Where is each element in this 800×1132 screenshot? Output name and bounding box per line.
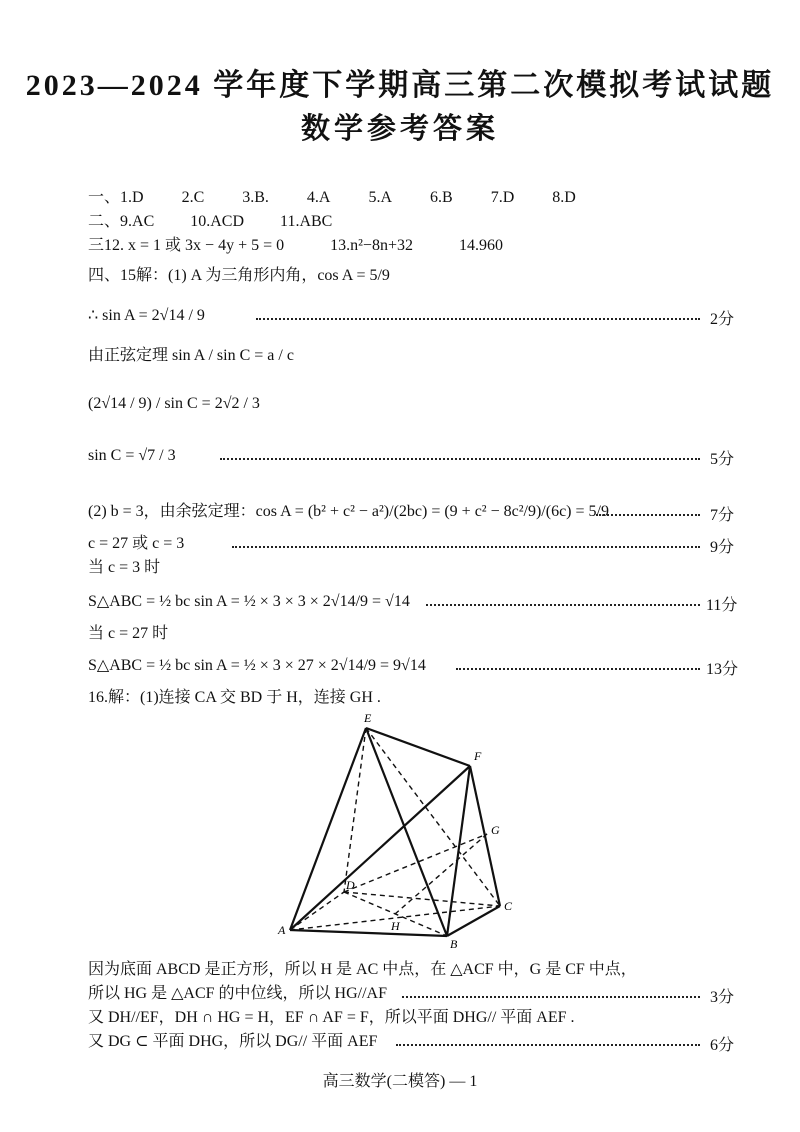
mc-answer: 4.A [306, 189, 331, 206]
score-mark: 2分 [710, 311, 735, 328]
q16-line-1: 16.解：(1)连接 CA 交 BD 于 H，连接 GH . [88, 689, 381, 706]
score-mark: 3分 [710, 989, 735, 1006]
ms-answers [88, 212, 368, 232]
figure-label: A [278, 923, 286, 937]
q15-line-11: S△ABC = ½ bc sin A = ½ × 3 × 27 × 2√14/9 = 9√14 [88, 657, 426, 674]
mc-answer: 6.B [430, 189, 453, 206]
mc-answer: 8.D [552, 189, 576, 206]
q16-line-5: 又 DG ⊂ 平面 DHG，所以 DG// 平面 AEF [88, 1033, 378, 1050]
score-mark: 9分 [710, 539, 735, 556]
exam-title: 2023—2024 学年度下学期高三第二次模拟考试试题 [25, 69, 775, 102]
dot-leader [220, 458, 700, 460]
q15-line-7: c = 27 或 c = 3 [88, 535, 185, 552]
ms-answer: 9.AC [120, 213, 155, 230]
dot-leader [402, 996, 700, 998]
mc-answer: 2.C [181, 189, 205, 206]
q16-line-3: 所以 HG 是 △ACF 的中位线，所以 HG//AF [88, 985, 387, 1002]
score-mark: 13分 [706, 661, 739, 678]
ms-prefix: 二、 [88, 213, 121, 230]
q15-line-10: 当 c = 27 时 [88, 625, 169, 642]
answer-key-subtitle: 数学参考答案 [300, 113, 499, 145]
score-mark: 11分 [706, 597, 738, 614]
q16-line-4: 又 DH//EF，DH ∩ HG = H，EF ∩ AF = F，所以平面 DHG// 平面 AEF . [88, 1009, 575, 1026]
ms-answer: 11.ABC [280, 213, 333, 230]
page-footer: 高三数学(二模答) — 1 [322, 1073, 478, 1090]
dot-leader [596, 514, 700, 516]
dot-leader [396, 1044, 700, 1046]
fb-answer: 13.n²−8n+32 [330, 237, 413, 254]
edge-dc [344, 892, 500, 906]
fb-answer: 12. x = 1 或 3x − 4y + 5 = 0 [104, 237, 285, 254]
edge-ef [366, 728, 470, 766]
q15-line-1: 四、15解：(1) A 为三角形内角，cos A = 5/9 [88, 267, 390, 284]
fb-answer: 14.960 [458, 237, 503, 254]
figure-label: C [504, 899, 513, 913]
mc-answer: 1.D [120, 189, 144, 206]
score-mark: 6分 [710, 1037, 735, 1054]
edge-eb [366, 728, 447, 936]
dot-leader [232, 546, 700, 548]
edge-ea [290, 728, 366, 930]
dot-leader [426, 604, 700, 606]
q15-line-9: S△ABC = ½ bc sin A = ½ × 3 × 3 × 2√14/9 = √14 [88, 593, 410, 610]
ms-answer: 10.ACD [190, 213, 245, 230]
q16-line-2: 因为底面 ABCD 是正方形，所以 H 是 AC 中点，在 △ACF 中，G 是 CF 中点， [88, 961, 637, 978]
fb-answers [88, 236, 549, 256]
score-mark: 7分 [710, 507, 735, 524]
figure-label: E [364, 711, 372, 725]
edge-hg [395, 834, 487, 914]
dot-leader [456, 668, 700, 670]
mc-prefix: 一、 [88, 189, 121, 206]
q15-line-5: sin C = √7 / 3 [88, 447, 176, 464]
q15-line-6: (2) b = 3，由余弦定理：cos A = (b² + c² − a²)/(2bc) = (9 + c² − 8c²/9)/(6c) = 5/9 [88, 503, 609, 520]
geometry-figure [270, 708, 530, 954]
figure-label: G [491, 823, 500, 837]
q15-line-3: 由正弦定理 sin A / sin C = a / c [88, 347, 294, 364]
edge-ab [290, 930, 447, 936]
edge-dg [344, 834, 487, 892]
dot-leader [256, 318, 700, 320]
figure-label: B [450, 937, 458, 951]
edge-af [290, 766, 470, 930]
figure-label: D [346, 878, 355, 892]
figure-label: H [391, 919, 400, 933]
mc-answer: 5.A [368, 189, 393, 206]
fb-prefix: 三 [88, 237, 105, 254]
mc-answer: 7.D [490, 189, 515, 206]
score-mark: 5分 [710, 451, 735, 468]
q15-line-8: 当 c = 3 时 [88, 559, 161, 576]
figure-label: F [474, 749, 482, 763]
mc-answers [88, 188, 614, 208]
q15-line-4: (2√14 / 9) / sin C = 2√2 / 3 [88, 395, 260, 412]
mc-answer: 3.B. [242, 189, 269, 206]
q15-line-2: ∴ sin A = 2√14 / 9 [88, 307, 205, 324]
edge-ed [344, 728, 366, 892]
